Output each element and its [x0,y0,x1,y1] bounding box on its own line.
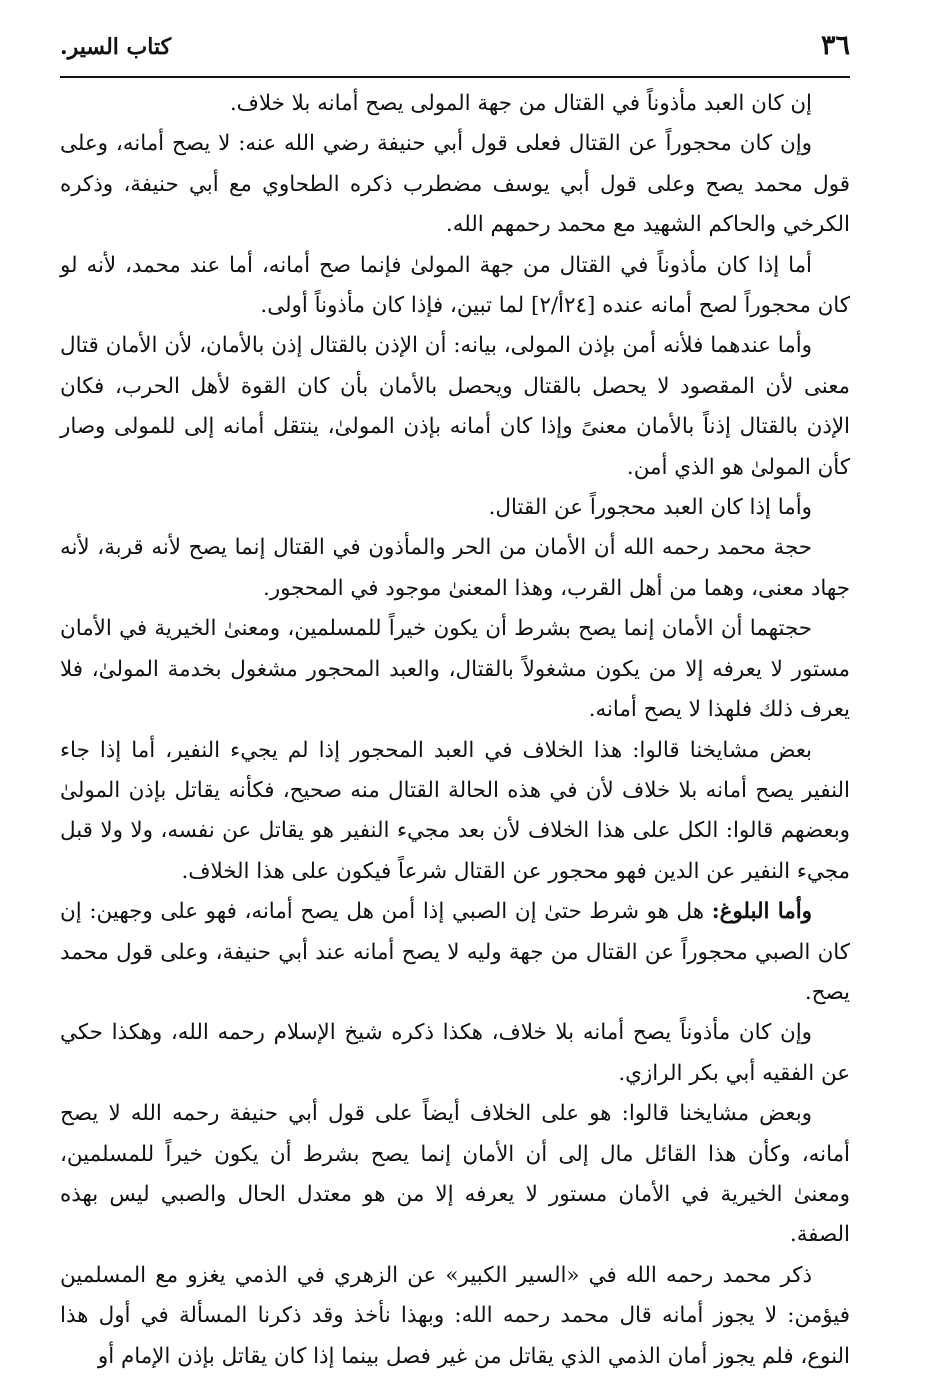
paragraph-text: إن كان العبد مأذوناً في القتال من جهة المولى يصح أمانه بلا خلاف. [229,91,812,116]
paragraph [60,1256,850,1377]
paragraph [60,124,850,245]
paragraph [60,528,850,609]
page-body [60,84,850,1377]
paragraph-text: وبعض مشايخنا قالوا: هو على الخلاف أيضاً على قول أبي حنيفة رحمه الله لا يصح أمانه، وكأن هذا القائل مال إلى أن الأمان إنما يصح بشرط أن يكون خيراً للمسلمين، ومعنىٰ الخيرية في الأمان مستور لا يعرفه إلا من هو معتدل الحال والصبي ليس بهذه الصفة. [60,1101,850,1248]
paragraph-text: بعض مشايخنا قالوا: هذا الخلاف في العبد المحجور إذا لم يجيء النفير، أما إذا جاء النفير يصح أمانه بلا خلاف لأن في هذه الحالة القتال منه صحيح، فكأنه يقاتل بإذن المولىٰ وبعضهم قالوا: الكل على هذا الخلاف لأن بعد مجيء النفير هو يقاتل عن نفسه، ولا ولا قبل مجيء النفير عن الدين فهو محجور عن القتال شرعاً فيكون على هذا الخلاف. [60,737,850,884]
paragraph-text: وأما إذا كان العبد محجوراً عن القتال. [488,495,812,521]
paragraph-text: ذكر محمد رحمه الله في «السير الكبير» عن الزهري في الذمي يغزو مع المسلمين فيؤمن: لا يجوز أمانه قال محمد رحمه الله: وبهذا نأخذ وقد ذكرنا المسألة في أول هذا النوع، فلم يجوز أمان الذمي الذي يقاتل من غير فصل بينما إذا كان يقاتل بإذن الإمام أو [60,1262,850,1369]
paragraph [60,731,850,893]
page-number: ٣٦ [820,30,850,61]
paragraph [60,609,850,730]
paragraph-text: هل هو شرط حتىٰ إن الصبي إذا أمن هل يصح أمانه، فهو على وجهين: إن كان الصبي محجوراً عن القتال من جهة وليه لا يصح أمانه عند أبي حنيفة، وعلى قول محمد يصح. [60,899,850,1005]
paragraph-text: وإن كان مأذوناً يصح أمانه بلا خلاف، هكذا ذكره شيخ الإسلام رحمه الله، وهكذا حكي عن الفقيه أبي بكر الرازي. [60,1020,850,1086]
book-page [60,28,850,1369]
paragraph-text: وإن كان محجوراً عن القتال فعلى قول أبي حنيفة رضي الله عنه: لا يصح أمانه، وعلى قول محمد يصح وعلى قول أبي يوسف مضطرب ذكره الطحاوي مع أبي حنيفة، وذكره الكرخي والحاكم الشهيد مع محمد رحمهم الله. [60,131,850,238]
paragraph-text: أما إذا كان مأذوناً في القتال من جهة المولىٰ فإنما صح أمانه، أما عند محمد، لأنه لو كان محجوراً لصح أمانه عنده [٢٤أ/٢] لما تبين، فإذا كان مأذوناً أولى. [60,252,850,319]
paragraph-text: حجة محمد رحمه الله أن الأمان من الحر والمأذون في القتال إنما يصح لأنه قربة، لأنه جهاد معنى، وهما من أهل القرب، وهذا المعنىٰ موجود في المحجور. [60,535,850,601]
paragraph [60,892,850,1013]
paragraph-text: حجتهما أن الأمان إنما يصح بشرط أن يكون خيراً للمسلمين، ومعنىٰ الخيرية في الأمان مستور لا يعرفه إلا من يكون مشغولاً بالقتال، والعبد المحجور مشغول بخدمة المولىٰ، فلا يعرف ذلك فلهذا لا يصح أمانه. [60,616,850,723]
paragraph [60,84,850,124]
paragraph [60,1094,850,1256]
paragraph-text: وأما عندهما فلأنه أمن بإذن المولى، بيانه: أن الإذن بالقتال إذن بالأمان، لأن الأمان قتال معنى لأن المقصود لا يحصل بالقتال ويحصل بالأمان بأن كان القوة لأهل الحرب، فكان الإذن بالقتال إذناً بالأمان معنىً وإذا كان أمانه بإذن المولىٰ، ينتقل أمانه إلى للمولى وصار كأن المولىٰ هو الذي أمن. [60,333,850,480]
running-title: كتاب السير. [60,34,172,60]
paragraph [60,246,850,327]
paragraph [60,488,850,528]
paragraph [60,1013,850,1094]
section-lead: وأما البلوغ: [711,899,812,925]
page-header [60,28,850,78]
paragraph [60,326,850,488]
